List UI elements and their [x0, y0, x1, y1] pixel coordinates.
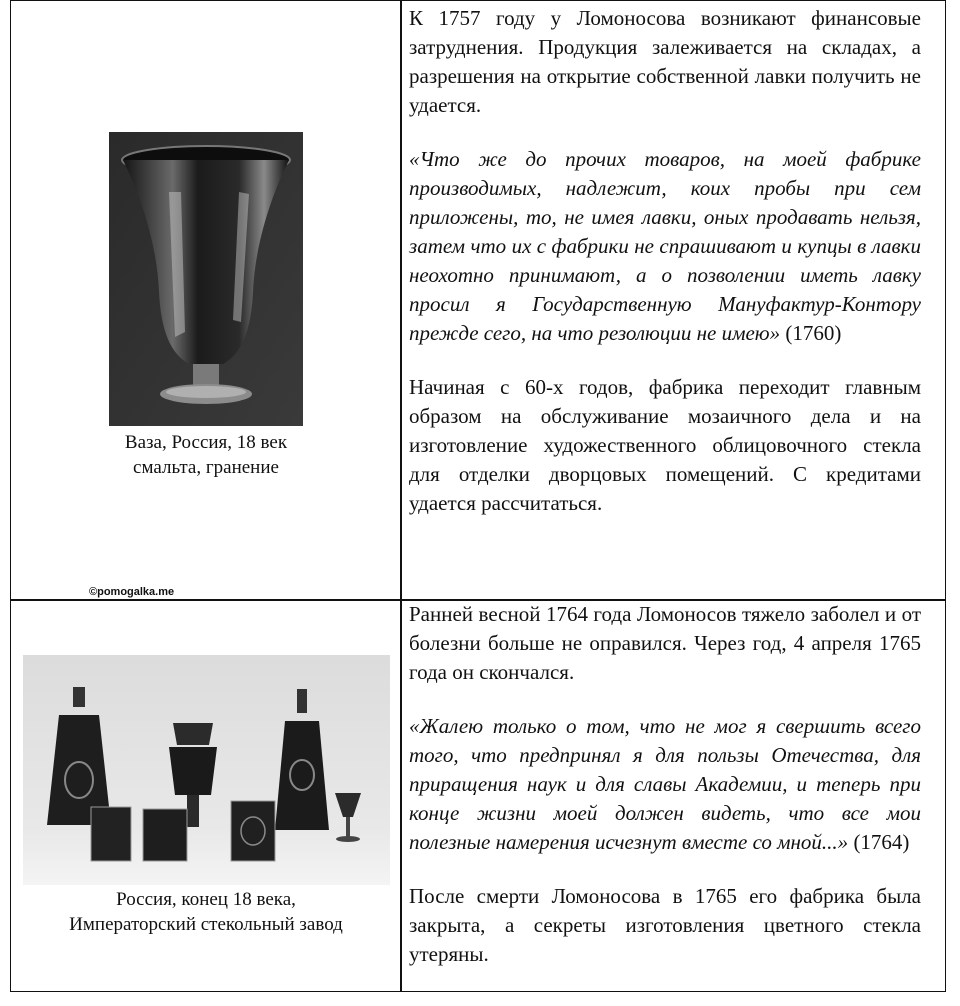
row1-paragraph-3: Начиная с 60-х годов, фабрика переходит главным образом на обслуживание мозаичного дела и на изготовление художественного облицовочного стекла для отделки дворцовых помещений. С кредитами удается рассчитаться. — [409, 375, 921, 515]
content-table — [10, 0, 946, 992]
glassware-caption-line-1: Россия, конец 18 века, — [116, 889, 296, 910]
vase-caption-line-1: Ваза, Россия, 18 век — [124, 432, 288, 453]
glassware-caption-line-2: Императорский стекольный завод — [69, 914, 343, 935]
row2-paragraph-1: Ранней весной 1764 года Ломоносов тяжело заболел и от болезни больше не оправился. Через год, 4 апреля 1765 года он скончался. — [409, 602, 921, 684]
vase-caption-line-2: смальта, гранение — [133, 457, 279, 478]
vase-photo — [109, 132, 303, 426]
column-divider — [400, 1, 402, 991]
row2-paragraph-3: После смерти Ломоносова в 1765 его фабрика была закрыта, а секреты изготовления цветного стекла утеряны. — [409, 884, 921, 966]
row2-quote — [409, 712, 921, 857]
row2-text — [409, 600, 921, 969]
glassware-photo — [23, 655, 390, 885]
row1-quote-year: (1760) — [780, 321, 842, 345]
row2-quote-year: (1764) — [848, 830, 910, 854]
watermark: ©pomogalka.me — [89, 586, 175, 598]
row1-paragraph-1: К 1757 году у Ломоносова возникают финансовые затруднения. Продукция залеживается на складах, а разрешения на открытие собственной лавки получить не удается. — [409, 6, 921, 117]
glassware-caption — [31, 887, 381, 937]
row2-quote-text: «Жалею только о том, что не мог я свершить всего того, что предпринял я для пользы Отечества, для приращения наук и для славы Академии, и теперь при конце жизни моей должен видеть, что все мои полезные намерения исчезнут вместе со мной...» — [409, 714, 921, 854]
vase-caption — [71, 430, 341, 480]
row1-quote-text: «Что же до прочих товаров, на моей фабрике производимых, надлежит, коих пробы при сем приложены, то, не имея лавки, оных продавать нельзя, затем что их с фабрики не спрашивают и купцы в лавки неохотно принимают, а о позволении иметь лавку просил я Государственную Мануфактур-Контору прежде сего, на что резолюции не имею» — [409, 147, 921, 345]
row1-quote — [409, 145, 921, 348]
row1-text — [409, 4, 921, 518]
